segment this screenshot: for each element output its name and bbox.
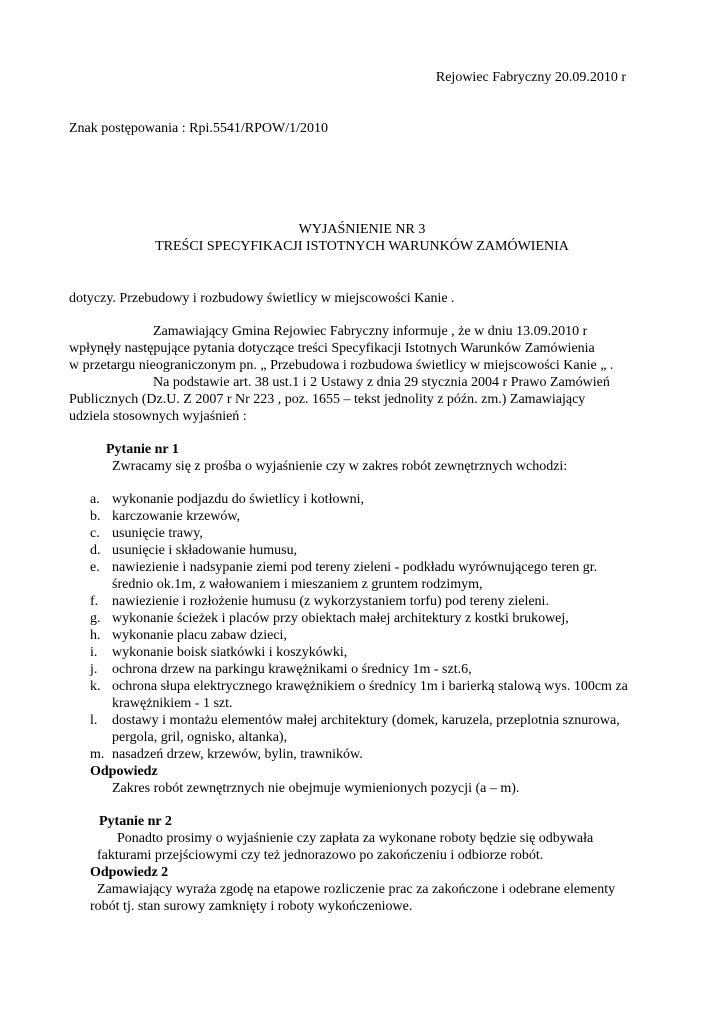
document-title: WYJAŚNIENIE NR 3 — [298, 222, 426, 237]
list-marker: j. — [90, 662, 98, 677]
list-marker: b. — [90, 509, 101, 524]
list-marker: f. — [90, 594, 99, 609]
list-marker: i. — [90, 645, 98, 660]
list-item-text: wykonanie ścieżek i placów przy obiektach małej architektury z kostki brukowej, — [112, 611, 569, 626]
answer-2-text: robót tj. stan surowy zamknięty i roboty wykończeniowe. — [90, 899, 413, 914]
list-item-text: karczowanie krzewów, — [112, 509, 241, 524]
list-item-text: ochrona słupa elektrycznego krawężnikiem o średnicy 1m i barierką stalową wys. 100cm za — [112, 679, 628, 694]
intro-line: Publicznych (Dz.U. Z 2007 r Nr 223 , poz. 1655 – tekst jednolity z późn. zm.) Zamawiający — [69, 392, 586, 407]
list-item-text: usunięcie i składowanie humusu, — [112, 543, 298, 558]
list-marker: d. — [90, 543, 101, 558]
list-item-text: krawężnikiem - 1 szt. — [112, 696, 233, 711]
list-marker: l. — [90, 713, 98, 728]
intro-line: Zamawiający Gmina Rejowiec Fabryczny informuje , że w dniu 13.09.2010 r — [153, 324, 588, 339]
list-item-text: średnio ok.1m, z wałowaniem i mieszaniem z gruntem rodzimym, — [112, 577, 483, 592]
list-marker: e. — [90, 560, 100, 575]
list-item-text: wykonanie boisk siatkówki i koszykówki, — [112, 645, 348, 660]
list-item-text: wykonanie podjazdu do świetlicy i kotłowni, — [112, 492, 364, 507]
case-number: Znak postępowania : Rpi.5541/RPOW/1/2010 — [69, 121, 328, 136]
list-item-text: pergola, gril, ognisko, altanka), — [112, 730, 288, 745]
subject-line: dotyczy. Przebudowy i rozbudowy świetlicy w miejscowości Kanie . — [69, 291, 455, 306]
intro-line: udziela stosownych wyjaśnień : — [69, 409, 247, 424]
list-item-text: dostawy i montażu elementów małej architektury (domek, karuzela, przeplotnia sznurowa, — [112, 713, 620, 728]
list-item-text: nasadzeń drzew, krzewów, bylin, trawników. — [112, 747, 363, 762]
answer-1-heading: Odpowiedz — [90, 764, 158, 779]
question-1-text: Zwracamy się z prośba o wyjaśnienie czy w zakres robót zewnętrznych wchodzi: — [112, 459, 568, 474]
question-2-heading: Pytanie nr 2 — [99, 814, 172, 829]
list-marker: c. — [90, 526, 100, 541]
intro-line: w przetargu nieograniczonym pn. „ Przebudowa i rozbudowa świetlicy w miejscowości Kanie „ . — [69, 358, 614, 373]
list-item-text: nawiezienie i rozłożenie humusu (z wykorzystaniem torfu) pod tereny zieleni. — [112, 594, 549, 609]
list-item-text: wykonanie placu zabaw dzieci, — [112, 628, 287, 643]
list-marker: h. — [90, 628, 101, 643]
place-date: Rejowiec Fabryczny 20.09.2010 r — [435, 70, 626, 85]
list-marker: m. — [90, 747, 105, 762]
list-marker: g. — [90, 611, 101, 626]
list-item-text: usunięcie trawy, — [112, 526, 203, 541]
answer-2-text: Zamawiający wyraża zgodę na etapowe rozliczenie prac za zakończone i odebrane elementy — [97, 882, 616, 897]
answer-1-text: Zakres robót zewnętrznych nie obejmuje wymienionych pozycji (a – m). — [112, 781, 520, 796]
document-subtitle: TREŚCI SPECYFIKACJI ISTOTNYCH WARUNKÓW ZAMÓWIENIA — [155, 239, 569, 254]
question-2-text: Ponadto prosimy o wyjaśnienie czy zapłata za wykonane roboty będzie się odbywała — [117, 831, 594, 846]
list-item-text: nawiezienie i nadsypanie ziemi pod tereny zieleni - podkładu wyrównującego teren gr. — [112, 560, 598, 575]
intro-line: Na podstawie art. 38 ust.1 i 2 Ustawy z dnia 29 stycznia 2004 r Prawo Zamówień — [153, 375, 610, 390]
intro-line: wpłynęły następujące pytania dotyczące treści Specyfikacji Istotnych Warunków Zamówienia — [69, 341, 595, 356]
list-marker: k. — [90, 679, 101, 694]
question-2-text: fakturami przejściowymi czy też jednorazowo po zakończeniu i odbiorze robót. — [97, 848, 544, 863]
answer-2-heading: Odpowiedz 2 — [90, 865, 169, 880]
list-item-text: ochrona drzew na parkingu krawężnikami o średnicy 1m - szt.6, — [112, 662, 472, 677]
list-marker: a. — [90, 492, 100, 507]
question-1-heading: Pytanie nr 1 — [106, 442, 179, 457]
